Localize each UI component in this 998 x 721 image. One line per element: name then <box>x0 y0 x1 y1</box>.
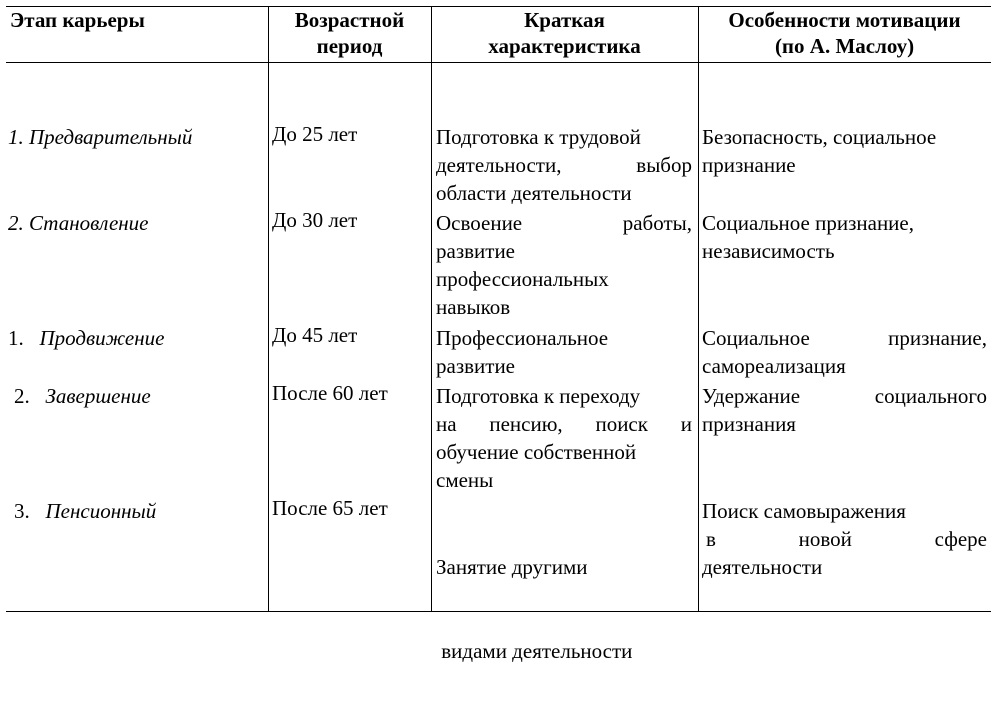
column-divider-2 <box>431 6 432 612</box>
row3-char-line: развитие <box>436 354 516 378</box>
row3-motiv <box>702 324 987 380</box>
header-age-line1: Возрастной <box>294 8 405 32</box>
row1-char-line: Подготовка к трудовой <box>436 125 641 149</box>
row2-motiv-line: независимость <box>702 239 835 263</box>
header-motivation <box>698 7 991 59</box>
row5-char <box>436 497 692 721</box>
row1-age: До 25 лет <box>272 122 358 146</box>
row2-char-line: профессиональных <box>436 267 609 291</box>
row1-char <box>436 123 692 207</box>
header-characteristic <box>431 7 698 59</box>
row4-stage <box>14 382 151 410</box>
row2-stage: 2. Становление <box>8 211 149 235</box>
row2-char-line: навыков <box>436 295 511 319</box>
row5-motiv <box>702 497 987 581</box>
row3-char <box>436 324 692 380</box>
row4-char-line: Подготовка к переходу <box>436 384 641 408</box>
row5-char-line: видами деятельности <box>436 639 633 663</box>
row4-motiv-line: Удержание социального <box>702 384 987 408</box>
row2-motiv <box>702 209 914 265</box>
row3-stage <box>8 324 164 352</box>
column-divider-3 <box>698 6 699 612</box>
row4-motiv <box>702 382 987 438</box>
row4-char-line: смены <box>436 468 494 492</box>
row5-motiv-line: Поиск самовыражения <box>702 499 906 523</box>
column-divider-1 <box>268 6 269 612</box>
row1-motiv <box>702 123 936 179</box>
row5-stage-number: 3. <box>14 499 30 523</box>
header-char-line1: Краткая <box>524 8 605 32</box>
row2-char <box>436 209 692 321</box>
row3-motiv-line: самореализация <box>702 354 846 378</box>
row4-motiv-line: признания <box>702 412 796 436</box>
row4-char-line: на пенсию, поиск и <box>436 412 692 436</box>
row5-motiv-line: деятельности <box>702 555 823 579</box>
header-char-line2: характеристика <box>488 34 641 58</box>
row3-motiv-line: Социальное признание, <box>702 326 987 350</box>
row5-stage <box>14 497 156 525</box>
row1-motiv-line: признание <box>702 153 796 177</box>
row5-age: После 65 лет <box>272 496 388 520</box>
row1-char-line: деятельности, выбор <box>436 153 692 177</box>
row3-age: До 45 лет <box>272 323 358 347</box>
row3-stage-number: 1. <box>8 326 24 350</box>
row3-stage-name: Продвижение <box>39 326 165 350</box>
header-stage: Этап карьеры <box>10 8 145 32</box>
header-motiv-line2: (по А. Маслоу) <box>774 34 915 58</box>
row2-motiv-line: Социальное признание, <box>702 211 914 235</box>
row4-age: После 60 лет <box>272 381 388 405</box>
row1-motiv-line: Безопасность, социальное <box>702 125 937 149</box>
header-motiv-line1: Особенности мотивации <box>728 8 961 32</box>
header-age <box>268 7 431 59</box>
row3-char-line: Профессиональное <box>436 326 609 350</box>
row2-char-line: развитие <box>436 239 516 263</box>
header-bottom-border <box>6 62 991 63</box>
row1-char-line: области деятельности <box>436 181 632 205</box>
row4-char <box>436 382 692 494</box>
row4-stage-name: Завершение <box>45 384 151 408</box>
row5-stage-name: Пенсионный <box>45 499 157 523</box>
row5-char-line: Занятие другими <box>436 555 588 579</box>
row2-age: До 30 лет <box>272 208 358 232</box>
row4-stage-number: 2. <box>14 384 30 408</box>
row5-motiv-line: в новой сфере <box>706 527 987 551</box>
row2-char-line: Освоение работы, <box>436 211 692 235</box>
row1-stage: 1. Предварительный <box>8 125 193 149</box>
row4-char-line: обучение собственной <box>436 440 637 464</box>
header-age-line2: период <box>316 34 383 58</box>
